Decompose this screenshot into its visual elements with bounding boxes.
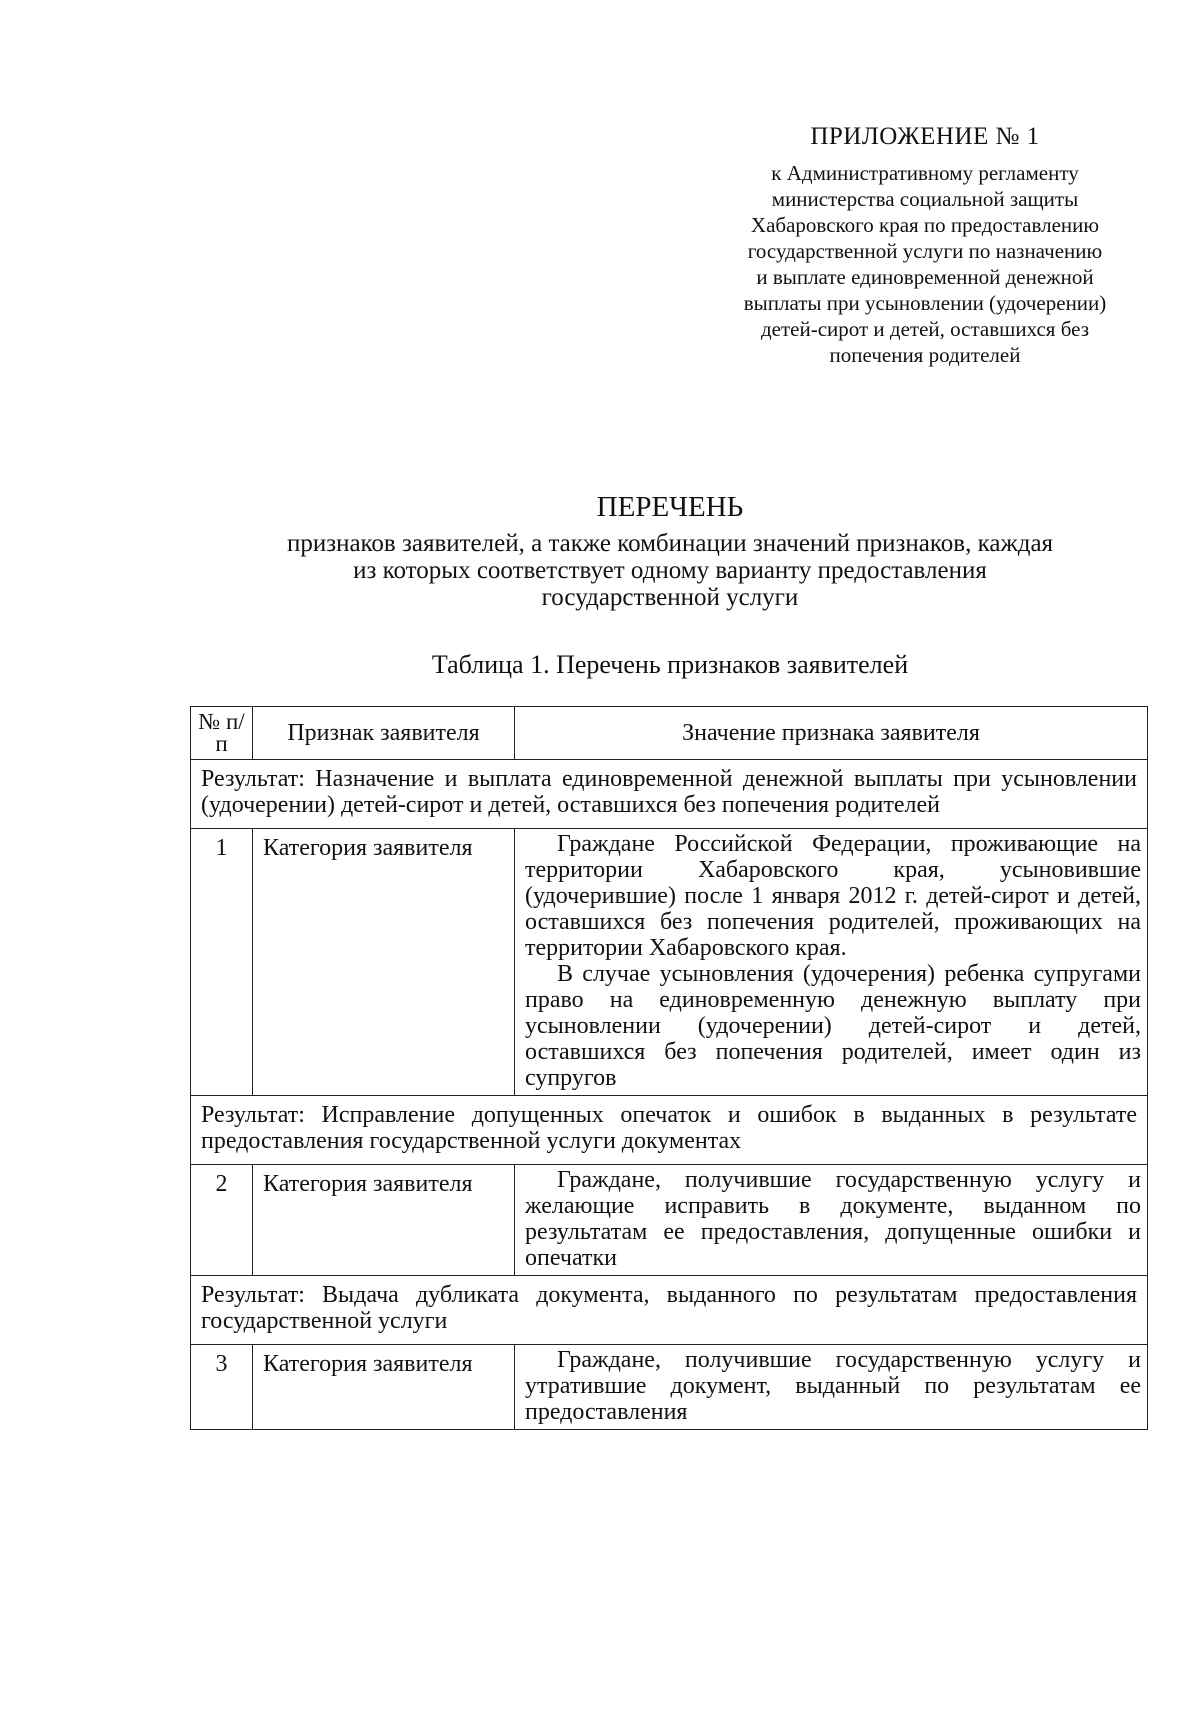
- document-subtitle-line: из которых соответствует одному варианту предоставления: [353, 557, 987, 584]
- table-caption: Таблица 1. Перечень признаков заявителей: [431, 650, 909, 679]
- row-number: 2: [191, 1165, 253, 1276]
- document-title: ПЕРЕЧЕНЬ: [596, 491, 744, 523]
- table-header-row: [191, 707, 1148, 760]
- appendix-line: к Административному регламенту: [771, 161, 1079, 185]
- appendix-line: Хабаровского края по предоставлению: [750, 213, 1100, 237]
- table-row: [191, 1345, 1148, 1430]
- row-value: [515, 829, 1148, 1096]
- header-num: № п/п: [191, 707, 253, 760]
- document-heading: [150, 490, 1190, 611]
- row-sign: Категория заявителя: [253, 1165, 515, 1276]
- result-row: [191, 1096, 1148, 1165]
- result-text: Результат: Назначение и выплата единовременной денежной выплаты при усыновлении (удочерении) детей-сирот и детей, оставшихся без попечения родителей: [191, 760, 1148, 829]
- appendix-line: выплаты при усыновлении (удочерении): [743, 291, 1107, 315]
- row-number: 1: [191, 829, 253, 1096]
- table-row: [191, 1165, 1148, 1276]
- row-value-paragraph: В случае усыновления (удочерения) ребенка супругами право на единовременную денежную выплату при усыновлении (удочерении) детей-сирот и детей, оставшихся без попечения родителей, имеет один из супругов: [525, 961, 1141, 1091]
- document-subtitle-line: признаков заявителей, а также комбинации значений признаков, каждая: [286, 530, 1054, 557]
- row-value-paragraph: Граждане Российской Федерации, проживающие на территории Хабаровского края, усыновившие (удочерившие) после 1 января 2012 г. детей-сирот и детей, оставшихся без попечения родителей, проживающих на территории Хабаровского края.: [525, 831, 1141, 961]
- header-value: Значение признака заявителя: [515, 707, 1148, 760]
- row-sign: Категория заявителя: [253, 829, 515, 1096]
- appendix-line: министерства социальной защиты: [771, 187, 1079, 211]
- result-text: Результат: Исправление допущенных опечаток и ошибок в выданных в результате предоставления государственной услуги документах: [191, 1096, 1148, 1165]
- result-row: [191, 1276, 1148, 1345]
- appendix-line: детей-сирот и детей, оставшихся без: [760, 317, 1089, 341]
- row-value: [515, 1165, 1148, 1276]
- row-value-paragraph: Граждане, получившие государственную услугу и утратившие документ, выданный по результатам ее предоставления: [525, 1347, 1141, 1425]
- row-number: 3: [191, 1345, 253, 1430]
- header-sign: Признак заявителя: [253, 707, 515, 760]
- appendix-line: и выплате единовременной денежной: [756, 265, 1094, 289]
- row-value: [515, 1345, 1148, 1430]
- row-sign: Категория заявителя: [253, 1345, 515, 1430]
- row-value-paragraph: Граждане, получившие государственную услугу и желающие исправить в документе, выданном по результатам ее предоставления, допущенные ошибки и опечатки: [525, 1167, 1141, 1271]
- appendix-line: государственной услуги по назначению: [747, 239, 1103, 263]
- appendix-title: ПРИЛОЖЕНИЕ № 1: [810, 123, 1040, 150]
- table-row: [191, 829, 1148, 1096]
- appendix-line: попечения родителей: [829, 343, 1021, 367]
- result-text: Результат: Выдача дубликата документа, выданного по результатам предоставления государственной услуги: [191, 1276, 1148, 1345]
- result-row: [191, 760, 1148, 829]
- document-subtitle-line: государственной услуги: [541, 584, 799, 611]
- appendix-block: [705, 124, 1145, 368]
- applicant-signs-table: [190, 706, 1148, 1430]
